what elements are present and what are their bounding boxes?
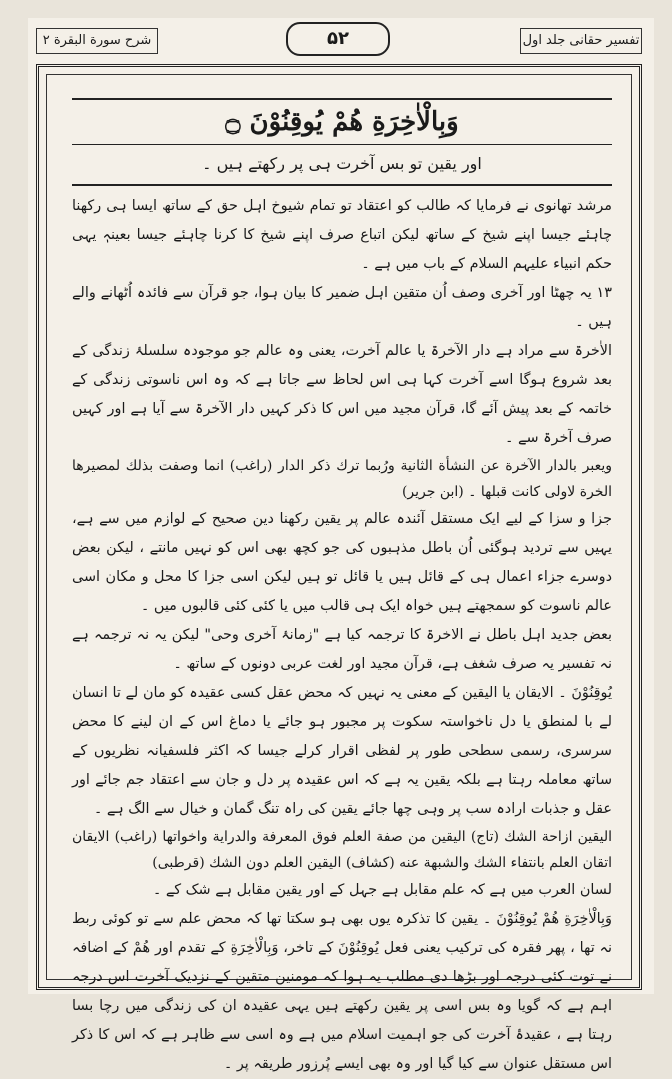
running-head — [36, 22, 642, 56]
arabic-citation: ويعبر بالدار الآخرة عن النشأة الثانية ورُبما ترك ذكر الدار (راغب) انما وصفت بذلك لمصيرها الخرة لاولى كانت قبلها ۔ (ابن جرير) — [72, 458, 612, 500]
surah-name-header: شرح سورة البقرة ۲ — [36, 28, 158, 54]
book-page — [28, 18, 654, 1072]
commentary-paragraph: یُوقِنُوْنَ ۔ الایقان یا الیقین کے معنی یہ نہیں کہ محض عقل کسی عقیدہ کو مان لے تا انسان لے با لمنطق یا دل ناخواستہ سکوت پر مجبور ہو جائے یا دماغ اس کے ان لینے کا محض سرسری، رسمی سطحی طور پر لفظی اقرار کرلے جیسا کہ اکثر فلسفیانہ نظریوں کے ساتھ معاملہ رہتا ہے بلکہ یقین یہ ہے کہ اس عقیدہ پر دل و جان سے اعتقاد جم جائے اور عقل و جذبات ارادہ سب پر وہی چھا جائے یقین کی راہ تنگ گمان و خیال سے الگ ہے ۔ — [72, 685, 612, 817]
verse-translation: اور یقین تو بس آخرت ہی پر رکھتے ہیں ۔ — [72, 144, 612, 186]
page-number: ۵۲ — [286, 22, 390, 56]
arabic-citation: اليقين ازاحة الشك (تاج) اليقين من صفة العلم فوق المعرفة والدراية واخواتها (راغب) الايقان اتقان العلم بانتفاء الشك والشبهة عنه (كشاف) اليقين العلم دون الشك (قرطبی) — [72, 829, 612, 871]
commentary-body — [72, 192, 612, 1072]
commentary-paragraph: مرشد تھانوی نے فرمایا کہ طالب کو اعتقاد تو تمام شیوخ اہل حق کے ساتھ ایسا ہی رکھنا چاہئے جیسا اپنے شیخ کے ساتھ لیکن اتباع صرف اپنے شیخ کا کرنا چاہئے جیسا بعینہٖ یہی حکم انبیاء علیہم السلام کے باب میں ہے ۔ — [72, 198, 612, 272]
commentary-paragraph: الاٰخرۃ سے مراد ہے دار الآخرۃ یا عالم آخرت، یعنی وہ عالم جو موجودہ سلسلۂ زندگی کے بعد شروع ہوگا اسے آخرت کہا ہی اس لحاظ سے جاتا ہے کہ وہ اس ناسوتی زندگی کے خاتمہ کے بعد پیش آئے گا، قرآن مجید میں اس کا ذکر کہیں دار الآخرۃ سے آیا ہے اور کہیں صرف آخرۃ سے ۔ — [72, 343, 612, 446]
volume-header: تفسیر حقانی جلد اول — [520, 28, 642, 54]
commentary-paragraph: لسان العرب میں ہے کہ علم مقابل ہے جہل کے اور یقین مقابل ہے شک کے ۔ — [152, 882, 612, 898]
quran-verse: وَبِالْاٰخِرَةِ هُمْ يُوقِنُوْنَ ۝ — [72, 98, 612, 145]
commentary-paragraph: بعض جدید اہل باطل نے الاخرۃ کا ترجمہ کیا ہے "زمانۂ آخری وحی" لیکن یہ نہ ترجمہ ہے نہ تفسیر یہ صرف شغف ہے، قرآن مجید اور لغت عربی دونوں کے ساتھ ۔ — [72, 627, 612, 672]
commentary-paragraph: ۱۳ یہ چھٹا اور آخری وصف اُن متقین اہل ضمیر کا بیان ہوا، جو قرآن سے فائدہ اُٹھانے والے ہیں ۔ — [72, 285, 612, 330]
commentary-paragraph: وَبِالْاٰخِرَةِ هُمْ يُوقِنُوْنَ ۔ یقین کا تذکرہ یوں بھی ہو سکتا تھا کہ محض علم سے تو کوئی ربط نہ تھا ، پھر فقرہ کی ترکیب یعنی فعل یُوقِنُوْنَ کے تاخر، وَبِالْاٰخِرَةِ کے تقدم اور هُمْ کے اضافہ نے توت کئی درجہ اور بڑھا دی مطلب یہ ہوا کہ مومنین متقین کے نزدیک آخرت اس درجہ اہم ہے کہ گویا وہ بس اسی پر یقین رکھتے ہیں یہی عقیدہ ان کی زندگی میں رچا بسا رہتا ہے ، عقیدۂ آخرت کی جو اہمیت اسلام میں ہے وہ اسی سے ظاہر ہے کہ اس کا ذکر اس مستقل عنوان سے کیا گیا اور وہ بھی ایسے پُرزور طریقہ پر ۔ — [72, 911, 612, 1072]
commentary-paragraph: جزا و سزا کے لیے ایک مستقل آئندہ عالم پر یقین رکھنا دین صحیح کے لوازم میں سے ہے، یہیں سے تردید ہوگئی اُن باطل مذہبوں کی جو کچھ بھی اس کو نہیں مانتے ، لیکن بعض دوسرے جزاء اعمال ہی کے قائل ہیں یا قائل تو ہیں لیکن اسی جزا کا محل و مکان اسی عالم ناسوت کو سمجھتے ہیں خواہ ایک ہی قالب میں یا کئی کئی قالبوں میں ۔ — [72, 511, 612, 614]
